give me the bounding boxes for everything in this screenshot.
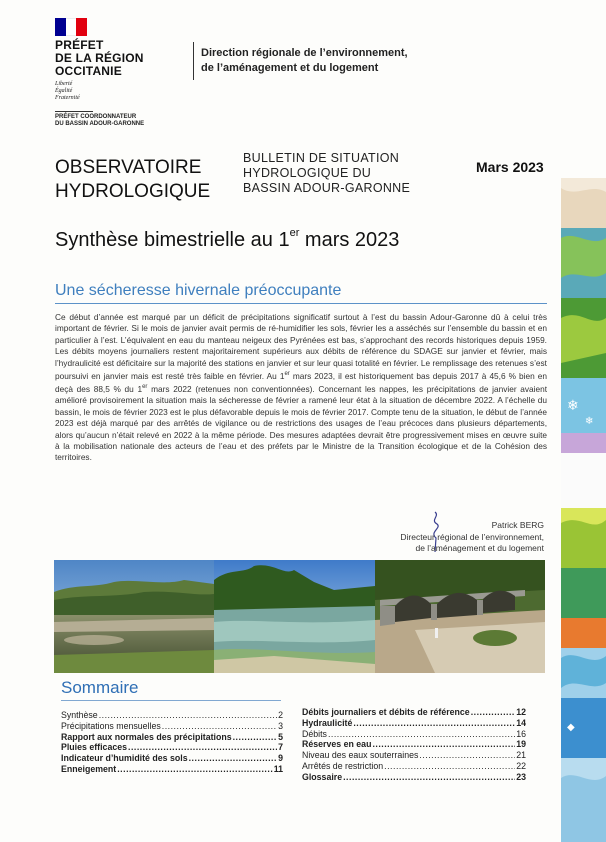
observatoire-title: OBSERVATOIRE HYDROLOGIQUE [55, 157, 211, 202]
toc-item[interactable]: Débits ..... 16 [302, 729, 526, 740]
prefet-logo-text: PRÉFET DE LA RÉGION OCCITANIE [55, 38, 144, 78]
svg-text:◆: ◆ [567, 722, 575, 733]
toc-item[interactable]: Niveau des eaux souterraines ..... 21 [302, 750, 526, 761]
toc-left-column [61, 710, 283, 775]
sommaire-underline [61, 700, 281, 701]
signature-block: Patrick BERG Directeur régional de l’environnement, de l’aménagement et du logement [330, 520, 544, 555]
section-subtitle: Une sécheresse hivernale préoccupante [55, 282, 342, 299]
river-photo-low-water [54, 560, 214, 673]
dry-river-bridge-photo [375, 560, 545, 673]
bulletin-title: BULLETIN DE SITUATION HYDROLOGIQUE DU BASSIN ADOUR-GARONNE [243, 151, 411, 195]
svg-text:❄: ❄ [567, 398, 579, 414]
dreal-name: Direction régionale de l’environnement, de l’aménagement et du logement [201, 47, 408, 74]
sommaire-title: Sommaire [61, 678, 139, 697]
photo-strip [54, 560, 545, 673]
toc-item[interactable]: Synthèse ..... 2 [61, 710, 283, 721]
subtitle-underline [55, 303, 547, 304]
signatory-name: Patrick BERG [491, 520, 544, 530]
toc-item[interactable]: Réserves en eau ..... 19 [302, 739, 526, 750]
marianne-flag-logo [55, 18, 87, 36]
toc-item[interactable]: Enneigement ..... 11 [61, 764, 283, 775]
page-title: Synthèse bimestrielle au 1er mars 2023 [55, 227, 400, 251]
toc-right-column [302, 707, 526, 783]
bulletin-date: Mars 2023 [476, 159, 544, 175]
toc-item[interactable]: Indicateur d’humidité des sols ..... 9 [61, 753, 283, 764]
river-photo-clear-water [214, 560, 375, 673]
toc-item[interactable]: Rapport aux normales des précipitations ..... 5 [61, 732, 283, 743]
prefet-coordonnateur: PRÉFET COORDONNATEUR DU BASSIN ADOUR-GARONNE [55, 114, 145, 127]
svg-text:❄: ❄ [585, 416, 594, 427]
synthesis-paragraph: Ce début d’année est marqué par un déficit de précipitations significatif surtout à l’est du bassin Adour-Garonne dû à celui très important de février. Si le mois de janvier avait permis de ré-humidifier les sols, février les a asséchés sur l’ensemble du bassin et en particulier à l’est. L’équivalent en eau du manteau neigeux des Pyrénées est bas, s’approchant des records historiques depuis 1959. Les débits moyens journaliers restent majoritairement supérieurs aux débits de référence du SDAGE sur janvier et février, mais l’hydraulicité est déficitaire sur la majorité des stations en janvier et sur leur quasi totalité en février. Le remplissage des retenues s’est poursuivi en janvier mais est resté très faible en février. Au 1er mars 2023, il est historiquement bas depuis 2017 à 45,6 % bien en deçà des 88,5 % du 1er mars 2022 (retenues non conventionnées). Concernant les nappes, les précipitations de janvier avaient amélioré provisoirement la situation mais la sécheresse de février a ramené leur état à la situation de décembre 2022. A l’échelle du bassin, le mois de février 2023 est le plus défavorable depuis le mois de février 2017. Compte tenu de la situation, le début de l’année 2023 est déjà marqué par des arrêtés de vigilance ou de restrictions des usages de l’eau précoces dans plusieurs départements, alors qu’aucun n’était relevé en 2022 à la même période. Des mesures adaptées devrait être progressivement mises en œuvre suite à la mobilisation nationale des acteurs de l’eau et des préfets par le Ministre de la Transition écologique et de la Cohésion des territoires. [55, 312, 548, 463]
republic-motto: Liberté Égalité Fraternité [55, 81, 80, 101]
toc-item[interactable]: Glossaire ..... 23 [302, 772, 526, 783]
toc-item[interactable]: Précipitations mensuelles ..... 3 [61, 721, 283, 732]
toc-item[interactable]: Hydraulicité ..... 14 [302, 718, 526, 729]
decorative-side-strip [561, 178, 606, 842]
toc-item[interactable]: Débits journaliers et débits de référence ..... 12 [302, 707, 526, 718]
toc-item[interactable]: Arrêtés de restriction ..... 22 [302, 761, 526, 772]
toc-item[interactable]: Pluies efficaces ..... 7 [61, 742, 283, 753]
header-separator [193, 42, 194, 80]
divider [55, 111, 93, 112]
